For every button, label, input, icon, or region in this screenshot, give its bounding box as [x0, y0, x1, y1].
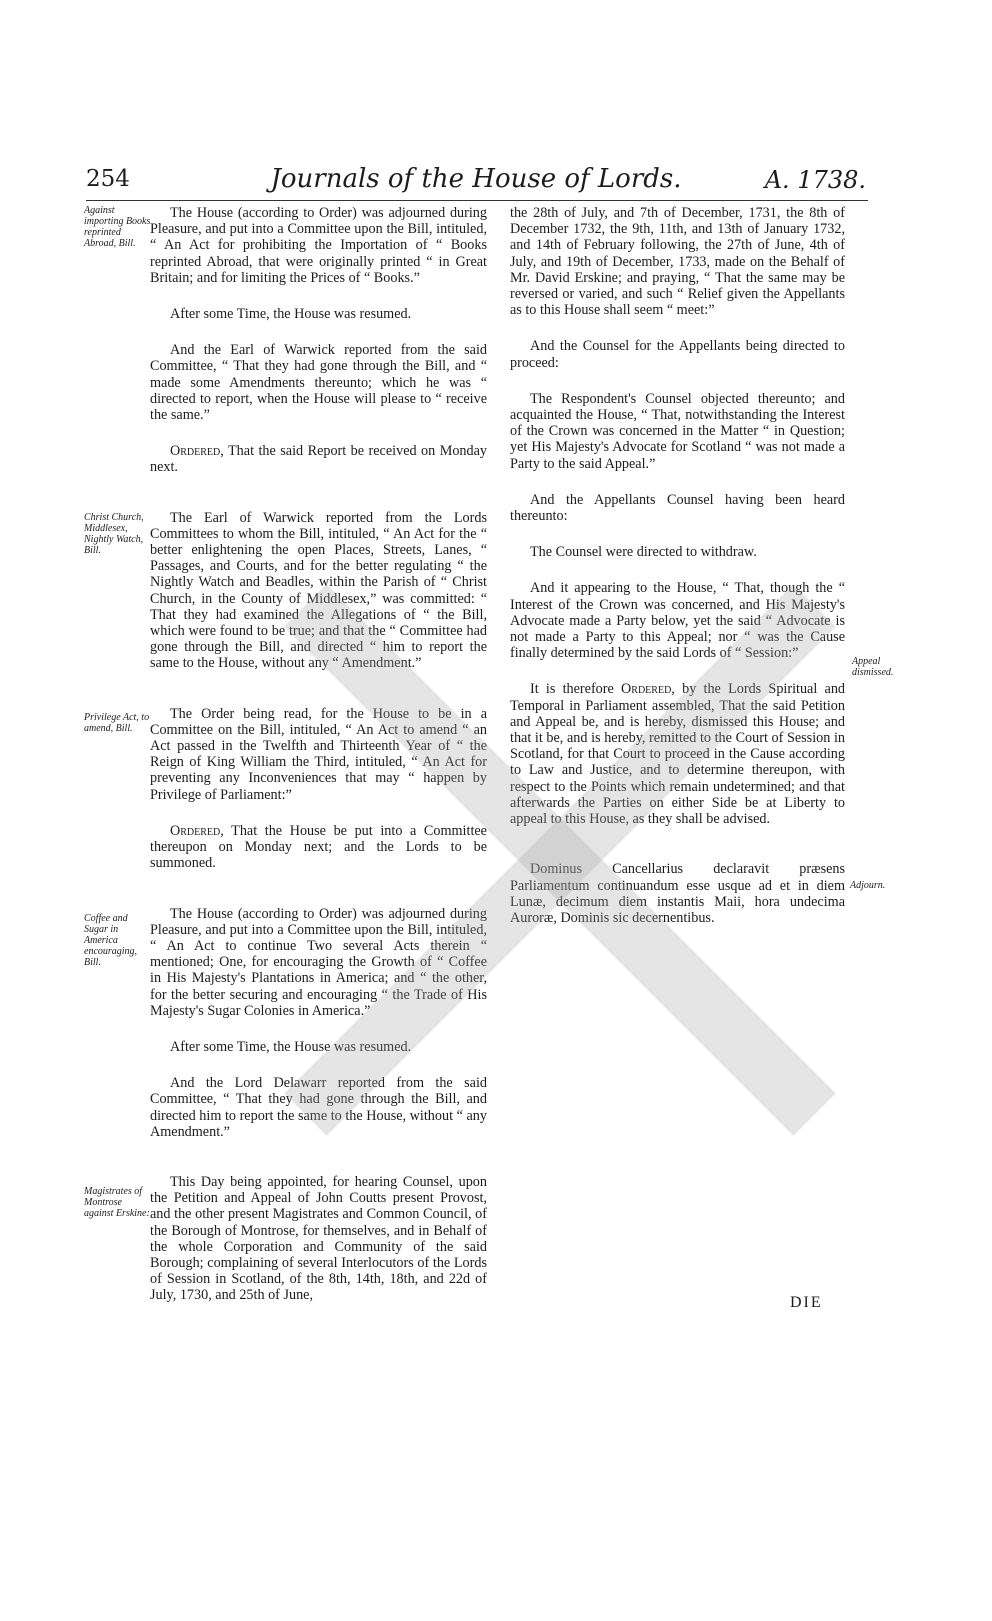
paragraph: The House (according to Order) was adjourned during Pleasure, and put into a Committee upon the Bill, intituled, “ An Act for prohibiting the Importation of “ Books reprinted Abroad, that were originally printed “ in Great Britain; and for limiting the Prices of “ Books.”	[150, 205, 487, 286]
ordered-word: Ordered,	[170, 443, 224, 460]
paragraph: And the Earl of Warwick reported from the said Committee, “ That they had gone through the Bill, and “ made some Amendments thereunto; which he was “ directed to report, when the House will please to “ receive the same.”	[150, 342, 487, 424]
paragraph: The Respondent's Counsel objected thereunto; and acquainted the House, “ That, notwithstanding the Interest of the Crown was concerned in the Matter “ in Question; yet His Majesty's Advocate for Scotland “ was not made a Party to the said Appeal.”	[510, 390, 845, 472]
page-header	[86, 166, 866, 200]
paragraph: This Day being appointed, for hearing Counsel, upon the Petition and Appeal of John Coutts present Provost, and the other present Magistrates and Common Council, of the Borough of Montrose, for themselves, and in Behalf of the whole Corporation and Community of the said Borough; complaining of several Interlocutors of the Lords of Session in Scotland, of the 8th, 14th, 18th, and 22d of July, 1730, and 25th of June,	[150, 1173, 487, 1304]
paragraph: After some Time, the House was resumed.	[170, 306, 412, 323]
right-column	[510, 205, 845, 926]
margin-note-appeal-dismissed: Appeal dismissed.	[852, 656, 894, 678]
page-number: 254	[86, 166, 130, 192]
margin-note-privilege-bill: Privilege Act, to amend, Bill.	[84, 712, 150, 734]
margin-note-books-bill: Against importing Books reprinted Abroad, Bill.	[84, 205, 151, 249]
journal-title: Journals of the House of Lords.	[270, 164, 682, 194]
header-rule	[86, 200, 868, 201]
paragraph: After some Time, the House was resumed.	[170, 1038, 412, 1055]
paragraph: Ordered, That the House be put into a Committee thereupon on Monday next; and the Lords to be summoned.	[150, 822, 487, 872]
margin-note-coffee-sugar-bill: Coffee and Sugar in America encouraging, Bill.	[84, 913, 138, 968]
margin-note-montrose: Magistrates of Montrose against Erskine:	[84, 1186, 150, 1219]
ordered-word: Ordered,	[621, 681, 675, 698]
catchword: DIE	[790, 1294, 823, 1311]
left-column	[150, 205, 487, 1304]
margin-note-adjourn: Adjourn.	[850, 880, 886, 891]
paragraph: It is therefore Ordered, by the Lords Spiritual and Temporal in Parliament assembled, That the said Petition and Appeal be, and is hereby, dismissed this House; and that it be, and is hereby, remitted to the Court of Session in Scotland, for that Court to proceed in the Cause according to Law and Justice, and to determine thereupon, with respect to the Points which remain undetermined; and that afterwards the Parties on either Side be at Liberty to appeal to this House, as they shall be advised.	[510, 681, 846, 828]
ordered-word: Ordered,	[170, 822, 224, 839]
paragraph: And the Counsel for the Appellants being directed to proceed:	[510, 338, 845, 371]
margin-note-christ-church-bill: Christ Church, Middlesex, Nightly Watch, Bill.	[84, 512, 144, 556]
paragraph: The Counsel were directed to withdraw.	[530, 544, 757, 561]
paragraph: And the Lord Delawarr reported from the said Committee, “ That they had gone through the Bill, and directed him to report the same to the House, without “ any Amendment.”	[150, 1075, 487, 1140]
paragraph: And the Appellants Counsel having been heard thereunto:	[510, 491, 845, 525]
paragraph: the 28th of July, and 7th of December, 1731, the 8th of December 1732, the 9th, 11th, and 13th of January 1732, and 14th of February following, the 27th of June, 4th of July, and 19th of December, 1733, made on the Behalf of Mr. David Erskine; and praying, “ That the same may be reversed or varied, and such “ Relief given the Appellants as to this House shall seem “ meet:”	[510, 205, 845, 319]
paragraph: And it appearing to the House, “ That, though the “ Interest of the Crown was concerned, and His Majesty's Advocate made a Party below, yet the said “ Advocate is not made a Party to this Appeal; nor “ was the Cause finally determined by the said Lords of “ Session:”	[510, 580, 845, 662]
paragraph: The Order being read, for the House to be in a Committee on the Bill, intituled, “ An Act to amend “ an Act passed in the Twelfth and Thirteenth Year of “ the Reign of King William the Third, intituled, “ An Act for preventing any Inconveniences that may “ happen by Privilege of Parliament:”	[150, 705, 487, 803]
paragraph: The Earl of Warwick reported from the Lords Committees to whom the Bill, intituled, “ An Act for the “ better enlightening the open Places, Streets, Lanes, “ Passages, and Courts, and for the better regulating “ the Nightly Watch and Beadles, within the Parish of “ Christ Church, in the County of Middlesex,” was committed: “ That they had examined the Allegations of “ the Bill, which were found to be true; and that the “ Committee had gone through the Bill, and directed “ him to report the same to the House, without any “ Amendment.”	[150, 509, 487, 672]
paragraph: Ordered, That the said Report be received on Monday next.	[150, 443, 487, 476]
paragraph: The House (according to Order) was adjourned during Pleasure, and put into a Committee upon the Bill, intituled, “ An Act to continue Two several Acts therein “ mentioned; One, for encouraging the Growth of “ Coffee in His Majesty's Plantations in America; and “ the other, for the better securing and encouraging “ the Trade of His Majesty's Sugar Colonies in America.”	[150, 905, 487, 1019]
paragraph: Dominus Cancellarius declaravit præsens Parliamentum continuandum esse usque ad et in diem Lunæ, decimum diem instantis Maii, hora undecima Auroræ, Dominis sic decernentibus.	[510, 861, 845, 926]
header-year: A. 1738.	[764, 166, 866, 194]
